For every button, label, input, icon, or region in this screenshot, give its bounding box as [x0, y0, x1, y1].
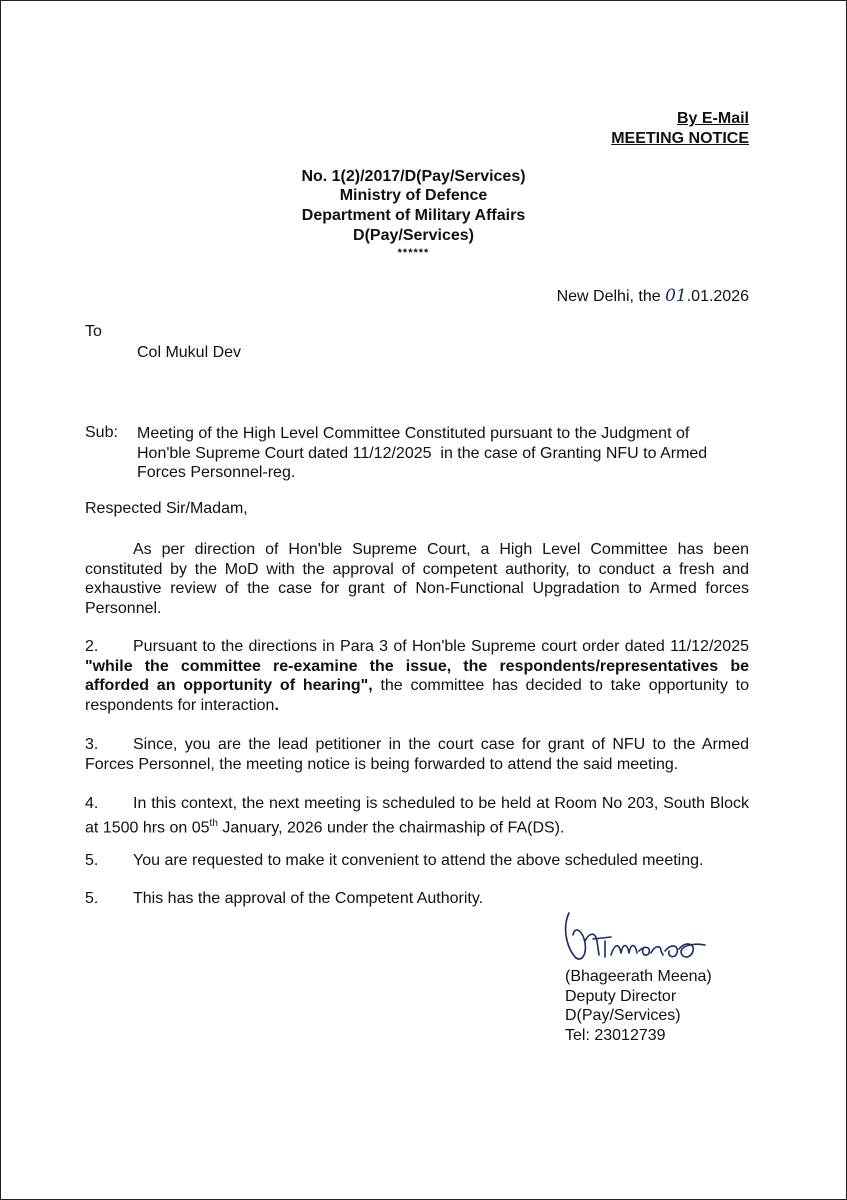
paragraph-text: This has the approval of the Competent Authority.	[133, 890, 484, 907]
signatory-section: D(Pay/Services)	[565, 1007, 681, 1024]
department-name: Department of Military Affairs	[301, 207, 526, 224]
signature-block	[565, 967, 712, 1045]
paragraph-text: the committee has decided to take opportunity to respondents for interaction	[85, 677, 749, 714]
signatory-designation: Deputy Director	[565, 987, 677, 1005]
paragraph-number: 5.	[85, 890, 99, 907]
paragraph-quote: "while the committee re-examine the issue, the respondents/representatives be afforded an opportunity of hearing",	[85, 657, 749, 694]
paragraph-number: 5.	[85, 852, 99, 869]
paragraph-2	[85, 637, 749, 715]
superscript: th	[209, 817, 218, 829]
subject-line: Meeting of the High Level Committee Constituted pursuant to the Judgment of	[137, 425, 690, 442]
signatory-name: (Bhageerath Meena)	[565, 968, 712, 985]
paragraph-number: 4.	[85, 795, 99, 812]
meeting-notice-title: MEETING NOTICE	[611, 130, 749, 147]
addressee-name: Col Mukul Dev	[137, 344, 242, 361]
to-label: To	[85, 323, 102, 340]
date-line	[557, 287, 749, 306]
paragraph-text: Since, you are the lead petitioner in the court case for grant of NFU to the Armed Forces Personnel, the meeting notice is being forwarded to attend the said meeting.	[85, 736, 749, 773]
paragraph-end: .	[274, 696, 279, 714]
paragraph-text: January, 2026 under the chairmaship of FA(DS).	[217, 818, 565, 836]
date-suffix: .01.2026	[686, 288, 749, 305]
paragraph-text: In this context, the next meeting is scheduled to be held at Room No 203, South Block at 1500 hrs on 05	[85, 795, 749, 836]
paragraph-number: 3.	[85, 736, 99, 753]
date-prefix: New Delhi, the	[556, 288, 661, 305]
paragraph-number: 2.	[85, 638, 99, 655]
by-email-label: By E-Mail	[676, 110, 749, 127]
paragraph-text: Pursuant to the directions in Para 3 of Hon'ble Supreme court order dated 11/12/2025	[133, 638, 749, 655]
handwritten-day: 01	[665, 286, 687, 306]
section-name: D(Pay/Services)	[353, 227, 474, 244]
salutation: Respected Sir/Madam,	[85, 500, 248, 517]
paragraph-4	[85, 794, 749, 837]
paragraph-1: As per direction of Hon'ble Supreme Court, a High Level Committee has been constituted by the MoD with the approval of competent authority, to conduct a fresh and exhaustive review of the case for grant of Non-Functional Upgradation to Armed forces Personnel.	[85, 541, 749, 617]
paragraph-text: You are requested to make it convenient to attend the above scheduled meeting.	[133, 852, 704, 869]
subject-text	[137, 424, 749, 483]
subject-label: Sub:	[85, 424, 118, 441]
subject-line: Forces Personnel-reg.	[137, 464, 296, 481]
separator-stars: ******	[397, 247, 430, 259]
paragraph-5	[85, 851, 749, 871]
signatory-telephone: Tel: 23012739	[565, 1026, 666, 1044]
paragraph-3	[85, 735, 749, 774]
signature-scribble	[555, 905, 725, 970]
reference-number: No. 1(2)/2017/D(Pay/Services)	[301, 168, 526, 185]
ministry-name: Ministry of Defence	[339, 187, 488, 204]
subject-line: Hon'ble Supreme Court dated 11/12/2025 in the case of Granting NFU to Armed	[137, 444, 708, 462]
